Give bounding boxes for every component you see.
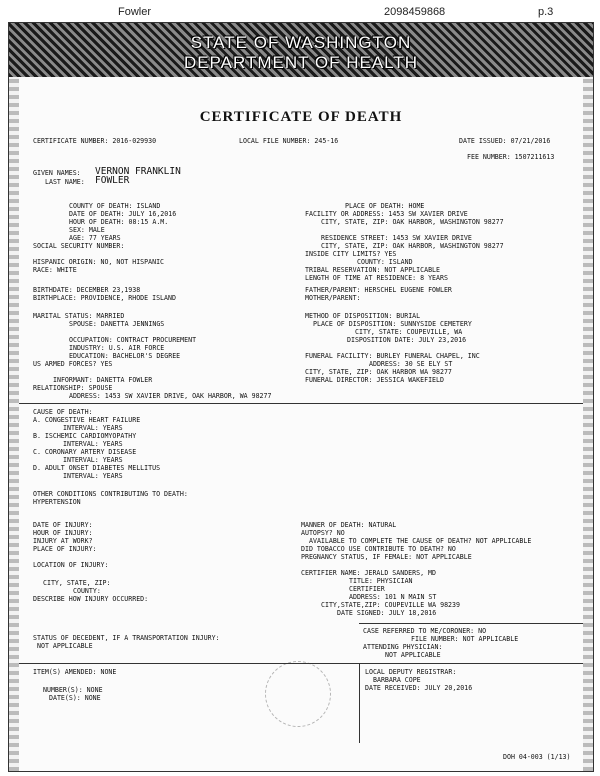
- certifier-address: ADDRESS: 101 N MAIN ST: [349, 593, 437, 601]
- age: AGE: 77 YEARS: [69, 234, 121, 242]
- relationship: RELATIONSHIP: SPOUSE: [33, 384, 113, 392]
- industry: INDUSTRY: U.S. AIR FORCE: [69, 344, 165, 352]
- autopsy: AUTOPSY? NO: [301, 529, 345, 537]
- place-of-disposition: PLACE OF DISPOSITION: SUNNYSIDE CEMETERY: [313, 320, 472, 328]
- inside-city-limits: INSIDE CITY LIMITS? YES: [305, 250, 397, 258]
- state-title: STATE OF WASHINGTON: [190, 33, 412, 52]
- facility-address: FACILITY OR ADDRESS: 1453 SW XAVIER DRIVE: [305, 210, 468, 218]
- disposition-city: CITY, STATE: COUPEVILLE, WA: [355, 328, 463, 336]
- date-of-death: DATE OF DEATH: JULY 16,2016: [69, 210, 177, 218]
- injury-description: DESCRIBE HOW INJURY OCCURRED:: [33, 595, 149, 603]
- hour-of-death: HOUR OF DEATH: 08:15 A.M.: [69, 218, 169, 226]
- residence-city: CITY, STATE, ZIP: OAK HARBOR, WASHINGTON 98277: [321, 242, 504, 250]
- attending-physician: ATTENDING PHYSICIAN:: [363, 643, 443, 651]
- file-number: FILE NUMBER: NOT APPLICABLE: [411, 635, 519, 643]
- place-of-death: PLACE OF DEATH: HOME: [345, 202, 425, 210]
- death-city: CITY, STATE, ZIP: OAK HARBOR, WASHINGTON 98277: [321, 218, 504, 226]
- left-border: [9, 77, 19, 771]
- residence-county: COUNTY: ISLAND: [357, 258, 413, 266]
- cause-c: C. CORONARY ARTERY DISEASE: [33, 448, 137, 456]
- attending-value: NOT APPLICABLE: [385, 651, 441, 659]
- armed-forces: US ARMED FORCES? YES: [33, 360, 113, 368]
- amend-dates: DATE(S): NONE: [49, 694, 101, 702]
- registrar-name: BARBARA COPE: [373, 676, 421, 684]
- tobacco-use: DID TOBACCO USE CONTRIBUTE TO DEATH? NO: [301, 545, 456, 553]
- informant: INFORMANT: DANETTA FOWLER: [53, 376, 153, 384]
- father-parent: FATHER/PARENT: HERSCHEL EUGENE FOWLER: [305, 286, 452, 294]
- form-id: DOH 04-003 (1/13): [503, 753, 571, 761]
- department-title: DEPARTMENT OF HEALTH: [183, 53, 419, 72]
- disposition-date: DISPOSITION DATE: JULY 23,2016: [347, 336, 467, 344]
- date-of-injury: DATE OF INJURY:: [33, 521, 93, 529]
- mother-parent: MOTHER/PARENT:: [305, 294, 361, 302]
- referral-divider: [359, 623, 583, 624]
- given-names-label: GIVEN NAMES:: [33, 169, 81, 177]
- cause-b-interval: INTERVAL: YEARS: [63, 440, 123, 448]
- fee-number: FEE NUMBER: 1507211613: [467, 153, 555, 161]
- amend-numbers: NUMBER(S): NONE: [43, 686, 103, 694]
- cause-d: D. ADULT ONSET DIABETES MELLITUS: [33, 464, 161, 472]
- certifier-city: CITY,STATE,ZIP: COUPEVILLE WA 98239: [321, 601, 460, 609]
- residence-street: RESIDENCE STREET: 1453 SW XAVIER DRIVE: [321, 234, 472, 242]
- section-divider: [19, 403, 583, 404]
- items-amended: ITEM(S) AMENDED: NONE: [33, 668, 117, 676]
- birthdate: BIRTHDATE: DECEMBER 23,1938: [33, 286, 141, 294]
- county-of-death: COUNTY OF DEATH: ISLAND: [69, 202, 161, 210]
- race: RACE: WHITE: [33, 266, 77, 274]
- footer-divider: [19, 663, 583, 664]
- pregnancy-status: PREGNANCY STATUS, IF FEMALE: NOT APPLICABLE: [301, 553, 472, 561]
- registrar-label: LOCAL DEPUTY REGISTRAR:: [365, 668, 457, 676]
- other-conditions-label: OTHER CONDITIONS CONTRIBUTING TO DEATH:: [33, 490, 188, 498]
- transport-value: NOT APPLICABLE: [37, 642, 93, 650]
- length-at-residence: LENGTH OF TIME AT RESIDENCE: 8 YEARS: [305, 274, 448, 282]
- cause-label: CAUSE OF DEATH:: [33, 408, 93, 416]
- injury-at-work: INJURY AT WORK?: [33, 537, 93, 545]
- informant-address: ADDRESS: 1453 SW XAVIER DRIVE, OAK HARBOR, WA 98277: [69, 392, 272, 400]
- method-of-disposition: METHOD OF DISPOSITION: BURIAL: [305, 312, 421, 320]
- local-file-number: LOCAL FILE NUMBER: 245-16: [239, 137, 339, 145]
- date-signed: DATE SIGNED: JULY 18,2016: [337, 609, 437, 617]
- place-of-injury: PLACE OF INJURY:: [33, 545, 97, 553]
- footer-vertical-divider: [359, 663, 360, 743]
- header-banner: [9, 23, 593, 77]
- tribal-reservation: TRIBAL RESERVATION: NOT APPLICABLE: [305, 266, 440, 274]
- case-referred: CASE REFERRED TO ME/CORONER: NO: [363, 627, 487, 635]
- date-issued: DATE ISSUED: 07/21/2016: [459, 137, 551, 145]
- hispanic-origin: HISPANIC ORIGIN: NO, NOT HISPANIC: [33, 258, 165, 266]
- last-name-label: LAST NAME:: [45, 178, 85, 186]
- occupation: OCCUPATION: CONTRACT PROCUREMENT: [69, 336, 197, 344]
- cause-a: A. CONGESTIVE HEART FAILURE: [33, 416, 141, 424]
- certifier-title: TITLE: PHYSICIAN: [349, 577, 413, 585]
- death-certificate: [8, 22, 594, 772]
- hour-of-injury: HOUR OF INJURY:: [33, 529, 93, 537]
- certifier-label: CERTIFIER: [349, 585, 385, 593]
- birthplace: BIRTHPLACE: PROVIDENCE, RHODE ISLAND: [33, 294, 176, 302]
- fax-number: 2098459868: [384, 6, 446, 18]
- available-to-complete: AVAILABLE TO COMPLETE THE CAUSE OF DEATH? NOT APPLICABLE: [309, 537, 532, 545]
- given-names-value: VERNON FRANKLIN: [95, 166, 181, 177]
- fax-page: p.3: [538, 6, 554, 18]
- injury-city: CITY, STATE, ZIP:: [43, 579, 111, 587]
- date-received: DATE RECEIVED: JULY 20,2016: [365, 684, 473, 692]
- certificate-number: CERTIFICATE NUMBER: 2016-029930: [33, 137, 157, 145]
- funeral-address: ADDRESS: 30 SE ELY ST: [369, 360, 453, 368]
- department-seal: [265, 661, 331, 727]
- cause-c-interval: INTERVAL: YEARS: [63, 456, 123, 464]
- certifier-name: CERTIFIER NAME: JERALD SANDERS, MD: [301, 569, 436, 577]
- certificate-title: CERTIFICATE OF DEATH: [199, 109, 403, 125]
- ssn: SOCIAL SECURITY NUMBER:: [33, 242, 125, 250]
- sex: SEX: MALE: [69, 226, 105, 234]
- transport-status: STATUS OF DECEDENT, IF A TRANSPORTATION INJURY:: [33, 634, 220, 642]
- funeral-facility: FUNERAL FACILITY: BURLEY FUNERAL CHAPEL, INC: [305, 352, 480, 360]
- location-of-injury: LOCATION OF INJURY:: [33, 561, 109, 569]
- marital-status: MARITAL STATUS: MARRIED: [33, 312, 125, 320]
- cause-b: B. ISCHEMIC CARDIOMYOPATHY: [33, 432, 137, 440]
- funeral-city: CITY, STATE, ZIP: OAK HARBOR WA 98277: [305, 368, 452, 376]
- last-name-value: FOWLER: [95, 175, 130, 186]
- education: EDUCATION: BACHELOR'S DEGREE: [69, 352, 181, 360]
- injury-county: COUNTY:: [73, 587, 101, 595]
- cause-d-interval: INTERVAL: YEARS: [63, 472, 123, 480]
- spouse: SPOUSE: DANETTA JENNINGS: [69, 320, 165, 328]
- fax-sender: Fowler: [118, 6, 152, 18]
- funeral-director: FUNERAL DIRECTOR: JESSICA WAKEFIELD: [305, 376, 444, 384]
- right-border: [583, 77, 593, 771]
- manner-of-death: MANNER OF DEATH: NATURAL: [301, 521, 397, 529]
- cause-a-interval: INTERVAL: YEARS: [63, 424, 123, 432]
- other-conditions-value: HYPERTENSION: [33, 498, 81, 506]
